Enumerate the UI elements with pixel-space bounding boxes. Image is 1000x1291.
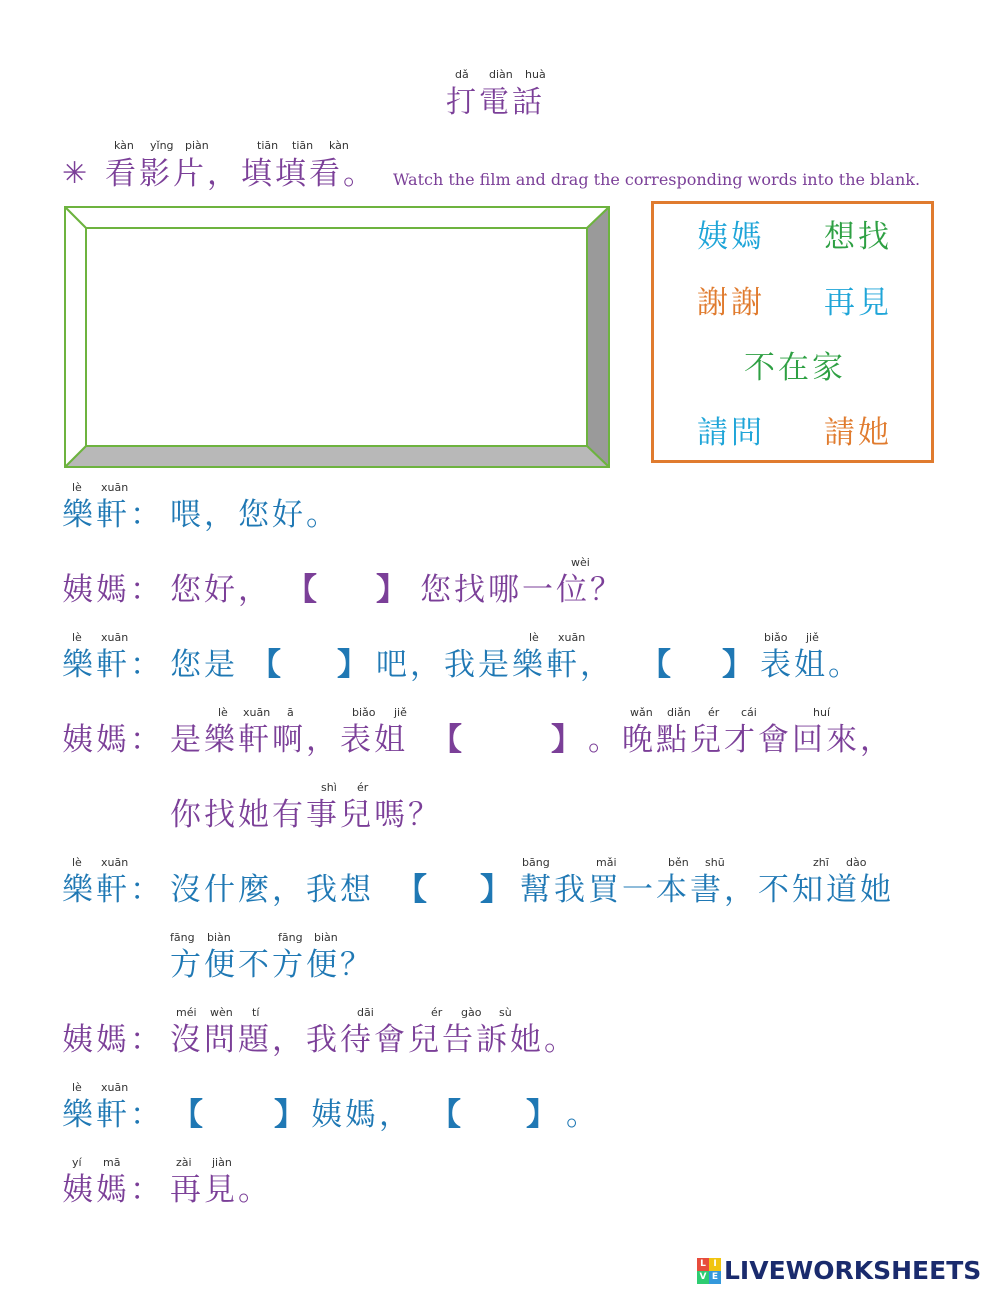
l3-text-b: 吧，我是樂軒，: [376, 647, 614, 683]
l8-speaker: 姨媽：: [62, 1172, 164, 1208]
l6-pinyin-7: sù: [499, 1006, 512, 1019]
l3-bracket-close-2: 】: [722, 647, 753, 683]
l7-bracket-close-1: 】: [274, 1097, 305, 1133]
l3-bracket-close-1: 】: [337, 647, 368, 683]
l3-text-c: 表姐。: [760, 647, 862, 683]
l8-pinyin-3: zài: [176, 1156, 192, 1169]
l5-cont-pinyin-3: fāng: [278, 931, 303, 944]
l4-cont-pinyin-2: ér: [357, 781, 369, 794]
word-card-zaijian[interactable]: 再見: [824, 285, 892, 321]
word-card-buzaijia[interactable]: 不在家: [744, 350, 846, 386]
l3-bracket-open-2: 【: [640, 647, 671, 683]
l5-pinyin-8: dào: [846, 856, 867, 869]
l3-pinyin-2: xuān: [101, 631, 129, 644]
l2-speaker: 姨媽：: [62, 572, 164, 608]
blank-5[interactable]: [428, 873, 480, 909]
l7-text-a: 姨媽，: [311, 1097, 413, 1133]
logo-text: LIVEWORKSHEETS: [724, 1256, 982, 1285]
l4-text-cont: 你找她有事兒嗎？: [170, 797, 442, 833]
logo-badge-l: L: [697, 1258, 709, 1271]
l7-bracket-open-1: 【: [172, 1097, 203, 1133]
l2-text-a: 您好，: [170, 572, 272, 608]
l7-bracket-close-2: 】: [526, 1097, 557, 1133]
word-card-qingta[interactable]: 請她: [824, 415, 892, 451]
l8-pinyin-4: jiàn: [212, 1156, 232, 1169]
l5-pinyin-5: běn: [668, 856, 689, 869]
l5-cont-pinyin-1: fāng: [170, 931, 195, 944]
l4-pinyin-3: ā: [287, 706, 294, 719]
blank-2[interactable]: [282, 648, 340, 684]
l4-speaker: 姨媽：: [62, 722, 164, 758]
l5-bracket-close: 】: [480, 872, 511, 908]
l4-pinyin-5: jiě: [394, 706, 407, 719]
l3-pinyin-5: biǎo: [764, 631, 788, 644]
l4-bracket-open: 【: [431, 722, 462, 758]
l6-pinyin-6: gào: [461, 1006, 482, 1019]
word-card-xiexie[interactable]: 謝謝: [697, 285, 765, 321]
blank-6[interactable]: [204, 1098, 274, 1134]
l4-pinyin-10: huí: [813, 706, 830, 719]
l4-text-a: 是樂軒啊，表姐: [170, 722, 408, 758]
instruction-pinyin-1: kàn: [114, 139, 134, 152]
l4-bracket-close: 】: [551, 722, 582, 758]
l3-bracket-open-1: 【: [250, 647, 281, 683]
l5-bracket-open: 【: [396, 872, 427, 908]
l3-text-a: 您是: [170, 647, 238, 683]
word-card-yima[interactable]: 姨媽: [697, 219, 765, 255]
l3-pinyin-1: lè: [72, 631, 82, 644]
l3-pinyin-4: xuān: [558, 631, 586, 644]
instruction-star-icon: ✳: [62, 156, 91, 191]
l2-bracket-open: 【: [286, 572, 317, 608]
l5-pinyin-2: xuān: [101, 856, 129, 869]
l5-text-cont: 方便不方便？: [170, 947, 374, 983]
l2-bracket-close: 】: [376, 572, 407, 608]
l5-cont-pinyin-2: biàn: [207, 931, 231, 944]
l1-speaker: 樂軒：: [62, 497, 164, 533]
blank-7[interactable]: [462, 1098, 526, 1134]
l5-pinyin-4: mǎi: [596, 856, 617, 869]
l5-text-a: 沒什麼，我想: [170, 872, 374, 908]
instruction-pinyin-4: tiān: [257, 139, 279, 152]
l7-bracket-open-2: 【: [430, 1097, 461, 1133]
l5-pinyin-3: bāng: [522, 856, 550, 869]
instruction-pinyin-6: kàn: [329, 139, 349, 152]
l1-text: 喂，您好。: [170, 497, 340, 533]
l4-text-b: 。晚點兒才會回來，: [588, 722, 894, 758]
l5-pinyin-7: zhī: [813, 856, 829, 869]
l8-pinyin-2: mā: [103, 1156, 121, 1169]
title-pinyin-1: dǎ: [455, 68, 469, 81]
l5-pinyin-1: lè: [72, 856, 82, 869]
l4-pinyin-7: diǎn: [667, 706, 691, 719]
l3-pinyin-6: jiě: [806, 631, 819, 644]
l7-pinyin-2: xuān: [101, 1081, 129, 1094]
l4-pinyin-6: wǎn: [630, 706, 653, 719]
word-card-qingwen[interactable]: 請問: [697, 415, 765, 451]
page-title: 打電話: [446, 85, 545, 120]
l2-pinyin-1: wèi: [571, 556, 590, 569]
instruction-pinyin-2: yǐng: [150, 139, 174, 152]
l8-pinyin-1: yí: [72, 1156, 82, 1169]
blank-4[interactable]: [463, 723, 551, 759]
video-frame-bevel: [64, 206, 610, 468]
l5-cont-pinyin-4: biàn: [314, 931, 338, 944]
l6-pinyin-2: wèn: [210, 1006, 233, 1019]
instruction-text: 看影片，填填看。: [105, 156, 377, 192]
l4-pinyin-8: ér: [708, 706, 720, 719]
l4-cont-pinyin-1: shì: [321, 781, 337, 794]
l5-speaker: 樂軒：: [62, 872, 164, 908]
l1-pinyin-1: lè: [72, 481, 82, 494]
liveworksheets-logo: [697, 1256, 997, 1286]
l7-speaker: 樂軒：: [62, 1097, 164, 1133]
l5-text-b: 幫我買一本書，不知道她: [520, 872, 894, 908]
l4-pinyin-1: lè: [218, 706, 228, 719]
l3-speaker: 樂軒：: [62, 647, 164, 683]
blank-3[interactable]: [672, 648, 722, 684]
l7-text-b: 。: [566, 1097, 600, 1133]
title-pinyin-3: huà: [525, 68, 546, 81]
l5-pinyin-6: shū: [705, 856, 725, 869]
l4-pinyin-9: cái: [741, 706, 757, 719]
logo-badge-i: I: [709, 1258, 721, 1271]
l4-pinyin-4: biǎo: [352, 706, 376, 719]
instruction-pinyin-5: tiān: [292, 139, 314, 152]
l6-pinyin-4: dāi: [357, 1006, 374, 1019]
l4-pinyin-2: xuān: [243, 706, 271, 719]
l6-pinyin-3: tí: [252, 1006, 260, 1019]
blank-1[interactable]: [318, 573, 378, 609]
l6-text: 沒問題，我待會兒告訴她。: [170, 1022, 578, 1058]
title-pinyin-2: diàn: [489, 68, 513, 81]
l6-pinyin-5: ér: [431, 1006, 443, 1019]
l7-pinyin-1: lè: [72, 1081, 82, 1094]
logo-badge-v: V: [697, 1271, 709, 1284]
l8-text: 再見。: [170, 1172, 272, 1208]
l6-speaker: 姨媽：: [62, 1022, 164, 1058]
word-card-xiangzhao[interactable]: 想找: [824, 219, 892, 255]
instruction-pinyin-3: piàn: [185, 139, 209, 152]
logo-badge-icon: [697, 1258, 721, 1284]
l6-pinyin-1: méi: [176, 1006, 197, 1019]
logo-badge-e: E: [709, 1271, 721, 1284]
l1-pinyin-2: xuān: [101, 481, 129, 494]
l3-pinyin-3: lè: [529, 631, 539, 644]
video-player[interactable]: [64, 206, 610, 468]
instruction-english: Watch the film and drag the corresponding words into the blank.: [393, 170, 921, 189]
l2-text-b: 您找哪一位？: [420, 572, 624, 608]
